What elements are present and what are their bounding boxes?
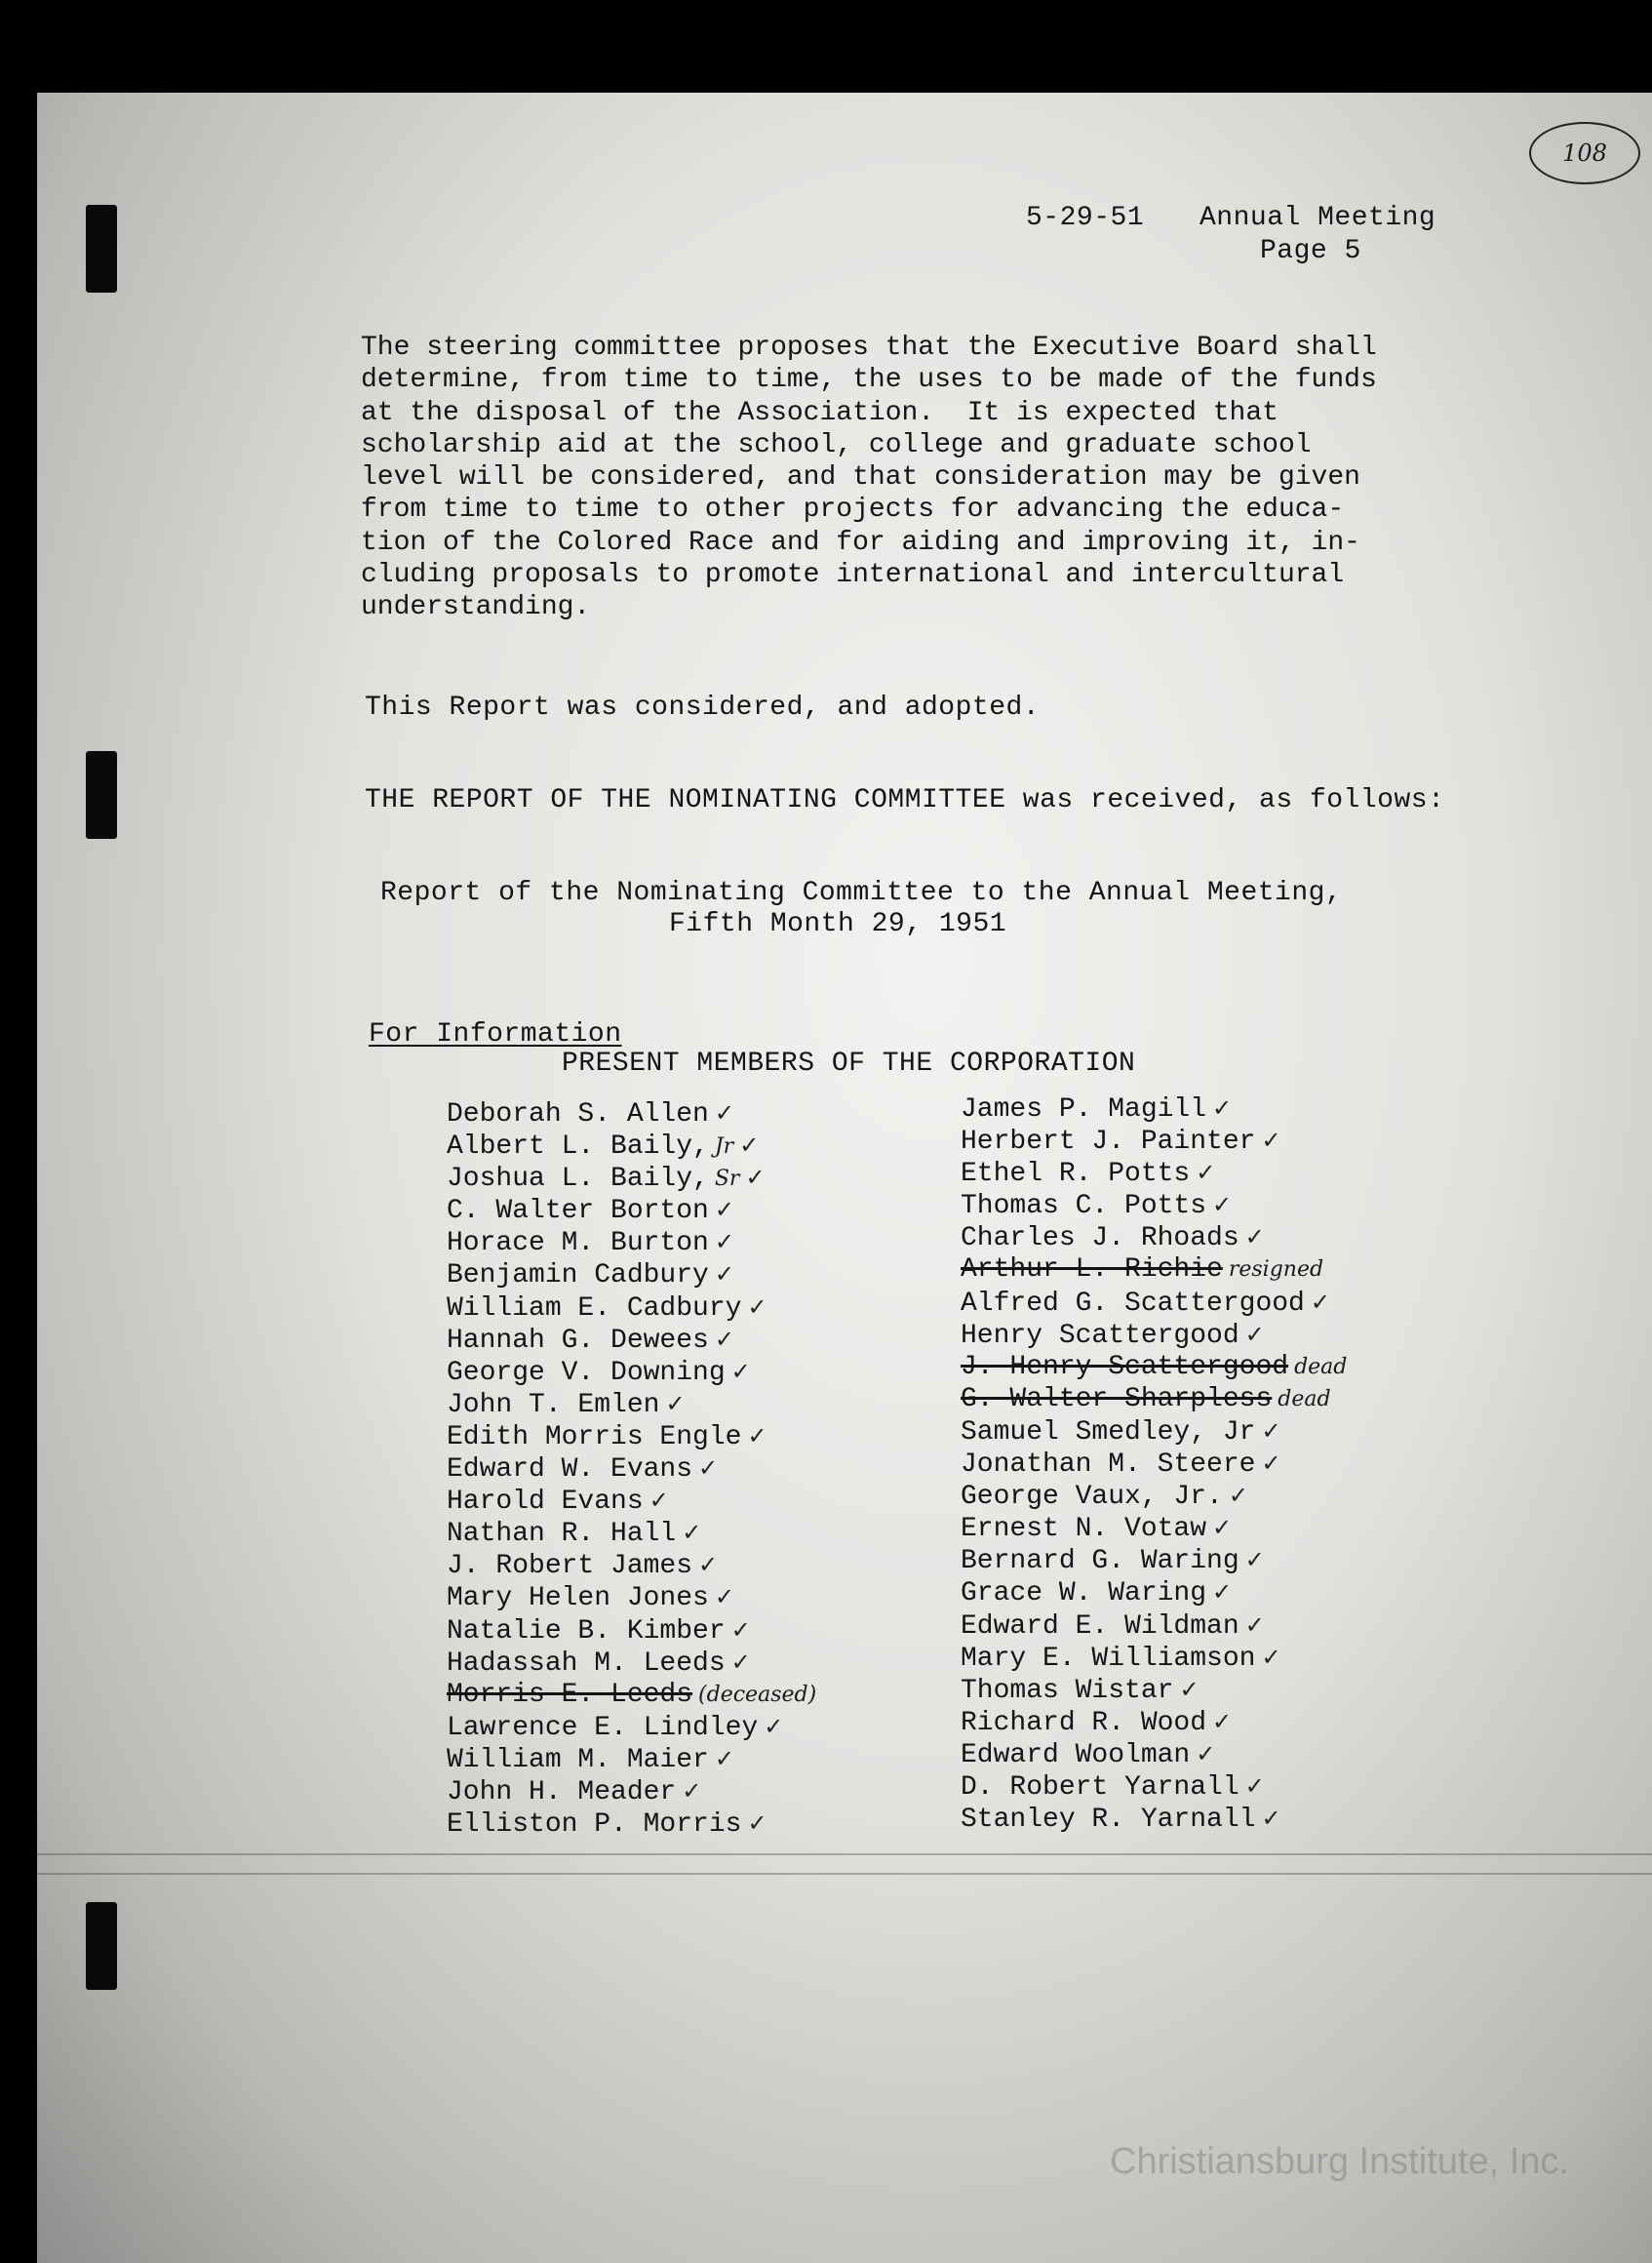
member-row — [961, 1738, 1347, 1770]
check-mark-icon: ✓ — [1244, 1771, 1265, 1800]
member-row — [447, 1452, 816, 1485]
member-name: Jonathan M. Steere — [961, 1449, 1256, 1481]
check-mark-icon: ✓ — [764, 1712, 784, 1740]
member-name: Henry Scattergood — [961, 1320, 1239, 1351]
handwritten-note: (deceased) — [698, 1682, 817, 1707]
handwritten-note: resigned — [1228, 1257, 1324, 1283]
check-mark-icon: ✓ — [1261, 1805, 1281, 1833]
paragraph-line: level will be considered, and that consideration may be given — [361, 462, 1360, 494]
member-row — [447, 1581, 816, 1613]
member-name: Ernest N. Votaw — [961, 1514, 1207, 1545]
check-mark-icon: ✓ — [1244, 1546, 1265, 1574]
paragraph-line: tion of the Colored Race and for aiding and improving it, in- — [361, 527, 1360, 558]
adopted-line: This Report was considered, and adopted. — [365, 693, 1041, 723]
member-row — [447, 1388, 816, 1420]
check-mark-icon: ✓ — [714, 1325, 734, 1353]
member-name: Albert L. Baily, — [447, 1132, 709, 1163]
member-row — [961, 1319, 1347, 1351]
member-name: Arthur L. Richie — [961, 1254, 1223, 1286]
member-name: Joshua L. Baily, — [447, 1164, 709, 1195]
member-name: Horace M. Burton — [447, 1228, 709, 1259]
check-mark-icon: ✓ — [665, 1389, 686, 1417]
check-mark-icon: ✓ — [739, 1132, 760, 1160]
member-name: George V. Downing — [447, 1357, 726, 1388]
member-name: Richard R. Wood — [961, 1707, 1207, 1738]
member-name: Bernard G. Waring — [961, 1546, 1239, 1577]
check-mark-icon: ✓ — [745, 1164, 766, 1192]
check-mark-icon: ✓ — [714, 1260, 734, 1289]
check-mark-icon: ✓ — [714, 1744, 734, 1772]
member-row — [447, 1226, 816, 1258]
member-name: Deborah S. Allen — [447, 1099, 709, 1130]
member-row — [961, 1092, 1347, 1125]
member-name: Edward Woolman — [961, 1739, 1191, 1770]
member-row — [961, 1287, 1347, 1319]
check-mark-icon: ✓ — [1244, 1320, 1265, 1348]
member-row — [447, 1549, 816, 1581]
header-meeting: Annual Meeting — [1200, 203, 1436, 233]
member-name: Benjamin Cadbury — [447, 1260, 709, 1291]
member-row — [961, 1351, 1347, 1383]
member-name: Morris E. Leeds — [447, 1679, 693, 1710]
check-mark-icon: ✓ — [1212, 1707, 1233, 1735]
paragraph-line: The steering committee proposes that the Executive Board shall — [361, 333, 1377, 363]
check-mark-icon: ✓ — [747, 1421, 767, 1449]
member-row — [961, 1803, 1347, 1835]
member-row — [447, 1517, 816, 1549]
check-mark-icon: ✓ — [698, 1551, 719, 1579]
check-mark-icon: ✓ — [714, 1228, 734, 1256]
scan-artifact-line — [37, 1853, 1652, 1855]
member-row — [961, 1415, 1347, 1448]
member-row — [447, 1807, 816, 1840]
check-mark-icon: ✓ — [714, 1196, 734, 1224]
check-mark-icon: ✓ — [649, 1487, 669, 1515]
member-name: Charles J. Rhoads — [961, 1223, 1239, 1254]
member-name: Alfred G. Scattergood — [961, 1288, 1305, 1319]
header-date: 5-29-51 — [1026, 203, 1145, 233]
handwritten-note: dead — [1294, 1354, 1348, 1379]
report-title-line-1: Report of the Nominating Committee to the Annual Meeting, — [380, 878, 1343, 908]
member-row — [447, 1194, 816, 1226]
member-row — [961, 1609, 1347, 1642]
member-name: Hadassah M. Leeds — [447, 1648, 726, 1679]
member-row — [447, 1679, 816, 1711]
punch-hole-bottom — [86, 1902, 117, 1990]
member-row — [961, 1448, 1347, 1480]
member-row — [447, 1775, 816, 1807]
check-mark-icon: ✓ — [747, 1292, 767, 1321]
check-mark-icon: ✓ — [747, 1809, 767, 1838]
member-name: Samuel Smedley, Jr — [961, 1416, 1256, 1448]
member-row — [447, 1711, 816, 1743]
member-name: Elliston P. Morris — [447, 1809, 742, 1841]
check-mark-icon: ✓ — [1212, 1094, 1233, 1122]
member-row — [961, 1770, 1347, 1803]
member-row — [961, 1642, 1347, 1674]
member-row — [447, 1485, 816, 1517]
handwritten-page-number: 108 — [1529, 122, 1640, 184]
check-mark-icon: ✓ — [1244, 1223, 1265, 1251]
member-row — [961, 1480, 1347, 1512]
member-row — [961, 1157, 1347, 1189]
member-name: Mary Helen Jones — [447, 1583, 709, 1614]
member-name: D. Robert Yarnall — [961, 1771, 1239, 1803]
handwritten-note: Jr — [714, 1134, 734, 1160]
check-mark-icon: ✓ — [1212, 1514, 1233, 1542]
handwritten-note: dead — [1278, 1386, 1331, 1411]
paragraph-line: cluding proposals to promote international and intercultural — [361, 560, 1345, 591]
check-mark-icon: ✓ — [1310, 1288, 1330, 1316]
member-row — [447, 1097, 816, 1130]
member-name: John T. Emlen — [447, 1389, 660, 1420]
member-name: John H. Meader — [447, 1776, 677, 1807]
check-mark-icon: ✓ — [1196, 1739, 1216, 1767]
member-name: Thomas Wistar — [961, 1675, 1174, 1706]
paragraph-line: understanding. — [361, 592, 591, 623]
member-row — [447, 1420, 816, 1452]
member-name: Nathan R. Hall — [447, 1519, 677, 1550]
members-section-heading: PRESENT MEMBERS OF THE CORPORATION — [562, 1049, 1136, 1079]
paragraph-line: at the disposal of the Association. It is expected that — [361, 397, 1278, 428]
member-row — [447, 1743, 816, 1775]
member-name: G. Walter Sharpless — [961, 1383, 1273, 1414]
member-name: J. Henry Scattergood — [961, 1351, 1289, 1382]
member-name: Edward W. Evans — [447, 1454, 693, 1486]
check-mark-icon: ✓ — [1179, 1675, 1200, 1703]
member-row — [961, 1576, 1347, 1608]
member-name: George Vaux, Jr. — [961, 1482, 1223, 1513]
scan-artifact-line — [37, 1873, 1652, 1875]
member-row — [961, 1706, 1347, 1738]
member-name: James P. Magill — [961, 1094, 1207, 1125]
member-name: Natalie B. Kimber — [447, 1615, 726, 1647]
check-mark-icon: ✓ — [1244, 1610, 1265, 1639]
steering-committee-paragraph — [361, 332, 1434, 624]
check-mark-icon: ✓ — [1261, 1127, 1281, 1155]
member-row — [447, 1130, 816, 1162]
member-row — [961, 1544, 1347, 1576]
check-mark-icon: ✓ — [1212, 1191, 1233, 1219]
check-mark-icon: ✓ — [682, 1776, 702, 1805]
document-page — [37, 93, 1652, 2263]
member-row — [961, 1125, 1347, 1157]
check-mark-icon: ✓ — [682, 1519, 702, 1547]
check-mark-icon: ✓ — [1261, 1643, 1281, 1671]
header-page-label: Page 5 — [1260, 236, 1361, 266]
paragraph-line: scholarship aid at the school, college and graduate school — [361, 429, 1312, 460]
member-name: C. Walter Borton — [447, 1196, 709, 1227]
report-title-line-2: Fifth Month 29, 1951 — [669, 909, 1007, 939]
check-mark-icon: ✓ — [1261, 1416, 1281, 1445]
member-name: Hannah G. Dewees — [447, 1325, 709, 1356]
member-name: Thomas C. Potts — [961, 1191, 1207, 1222]
member-row — [447, 1324, 816, 1356]
members-right-column — [961, 1092, 1347, 1835]
member-row — [447, 1614, 816, 1647]
member-row — [447, 1258, 816, 1290]
check-mark-icon: ✓ — [730, 1615, 751, 1644]
check-mark-icon: ✓ — [730, 1357, 751, 1385]
for-information-label: For Information — [369, 1019, 622, 1050]
member-name: J. Robert James — [447, 1551, 693, 1582]
member-row — [447, 1356, 816, 1388]
member-row — [961, 1221, 1347, 1253]
watermark: Christiansburg Institute, Inc. — [1110, 2141, 1569, 2182]
paragraph-line: from time to time to other projects for advancing the educa- — [361, 495, 1345, 526]
member-row — [961, 1674, 1347, 1706]
member-name: Herbert J. Painter — [961, 1127, 1256, 1158]
member-row — [961, 1189, 1347, 1221]
member-name: William E. Cadbury — [447, 1292, 742, 1324]
check-mark-icon: ✓ — [698, 1454, 719, 1483]
punch-hole-top — [86, 205, 117, 293]
member-row — [447, 1162, 816, 1194]
paragraph-line: determine, from time to time, the uses to be made of the funds — [361, 365, 1377, 396]
member-name: Edward E. Wildman — [961, 1610, 1239, 1642]
member-row — [961, 1383, 1347, 1415]
member-name: Grace W. Waring — [961, 1578, 1207, 1609]
punch-hole-middle — [86, 751, 117, 839]
members-left-column — [447, 1097, 816, 1840]
member-name: Edith Morris Engle — [447, 1421, 742, 1452]
member-name: Harold Evans — [447, 1487, 644, 1518]
member-name: Lawrence E. Lindley — [447, 1712, 759, 1743]
member-row — [447, 1291, 816, 1324]
member-name: Stanley R. Yarnall — [961, 1805, 1256, 1836]
check-mark-icon: ✓ — [730, 1648, 751, 1676]
member-row — [961, 1253, 1347, 1286]
member-row — [961, 1512, 1347, 1544]
nominating-committee-line: THE REPORT OF THE NOMINATING COMMITTEE was received, as follows: — [365, 785, 1445, 815]
handwritten-note: Sr — [714, 1167, 740, 1192]
check-mark-icon: ✓ — [714, 1583, 734, 1611]
check-mark-icon: ✓ — [1212, 1578, 1233, 1607]
member-row — [447, 1647, 816, 1679]
check-mark-icon: ✓ — [714, 1099, 734, 1127]
member-name: Mary E. Williamson — [961, 1643, 1256, 1674]
check-mark-icon: ✓ — [1261, 1449, 1281, 1478]
member-name: Ethel R. Potts — [961, 1159, 1191, 1190]
member-name: William M. Maier — [447, 1744, 709, 1775]
check-mark-icon: ✓ — [1196, 1159, 1216, 1187]
check-mark-icon: ✓ — [1228, 1482, 1248, 1510]
